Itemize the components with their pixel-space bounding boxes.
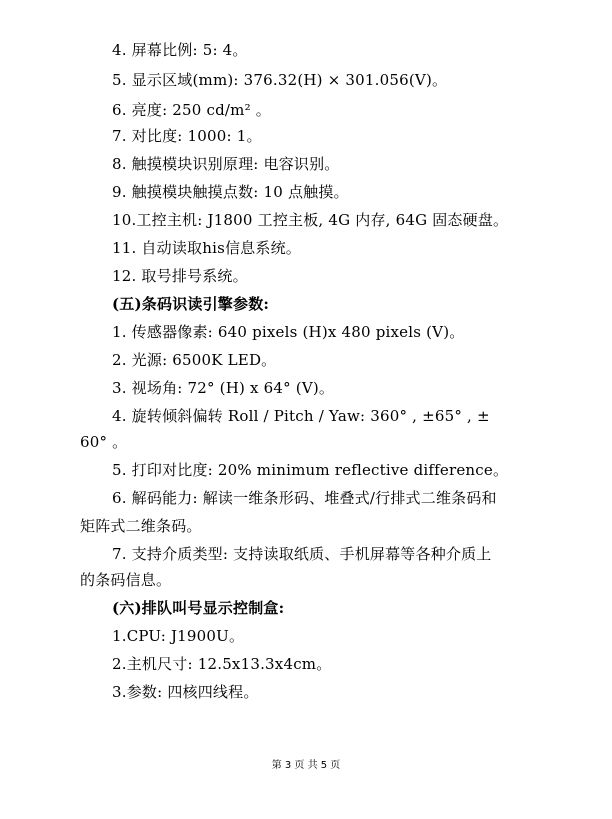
text-line: 9. 触摸模块触摸点数: 10 点触摸。 <box>112 183 349 201</box>
text-line: 11. 自动读取his信息系统。 <box>112 239 301 257</box>
text-line: 6. 亮度: 250 cd/m² 。 <box>112 101 271 119</box>
text-line: 2.主机尺寸: 12.5x13.3x4cm。 <box>112 655 332 673</box>
text-line: 5. 显示区域(mm): 376.32(H) × 301.056(V)。 <box>112 71 448 89</box>
text-line: 4. 屏幕比例: 5: 4。 <box>112 41 248 59</box>
text-line: 6. 解码能力: 解读一维条形码、堆叠式/行排式二维条码和 <box>112 489 497 507</box>
text-line-continued: 的条码信息。 <box>80 571 172 589</box>
text-line: 8. 触摸模块识别原理: 电容识别。 <box>112 155 340 173</box>
text-line: 2. 光源: 6500K LED。 <box>112 351 277 369</box>
text-line: 4. 旋转倾斜偏转 Roll / Pitch / Yaw: 360° , ±65° , ± <box>112 407 490 425</box>
text-line: 7. 对比度: 1000: 1。 <box>112 127 262 145</box>
section-heading: (五)条码识读引擎参数: <box>112 295 270 313</box>
section-heading: (六)排队叫号显示控制盒: <box>112 599 285 617</box>
text-line-continued: 60° 。 <box>80 433 128 451</box>
text-line: 5. 打印对比度: 20% minimum reflective difference。 <box>112 461 509 479</box>
text-line: 1. 传感器像素: 640 pixels (H)x 480 pixels (V)。 <box>112 323 465 341</box>
text-line: 12. 取号排号系统。 <box>112 267 248 285</box>
page-footer: 第 3 页 共 5 页 <box>271 760 341 771</box>
text-line: 3. 视场角: 72° (H) x 64° (V)。 <box>112 379 335 397</box>
text-line: 10.工控主机: J1800 工控主板, 4G 内存, 64G 固态硬盘。 <box>112 211 509 229</box>
text-line: 1.CPU: J1900U。 <box>112 627 245 645</box>
text-line: 3.参数: 四核四线程。 <box>112 683 259 701</box>
text-line-continued: 矩阵式二维条码。 <box>80 517 202 535</box>
text-line: 7. 支持介质类型: 支持读取纸质、手机屏幕等各种介质上 <box>112 545 492 563</box>
